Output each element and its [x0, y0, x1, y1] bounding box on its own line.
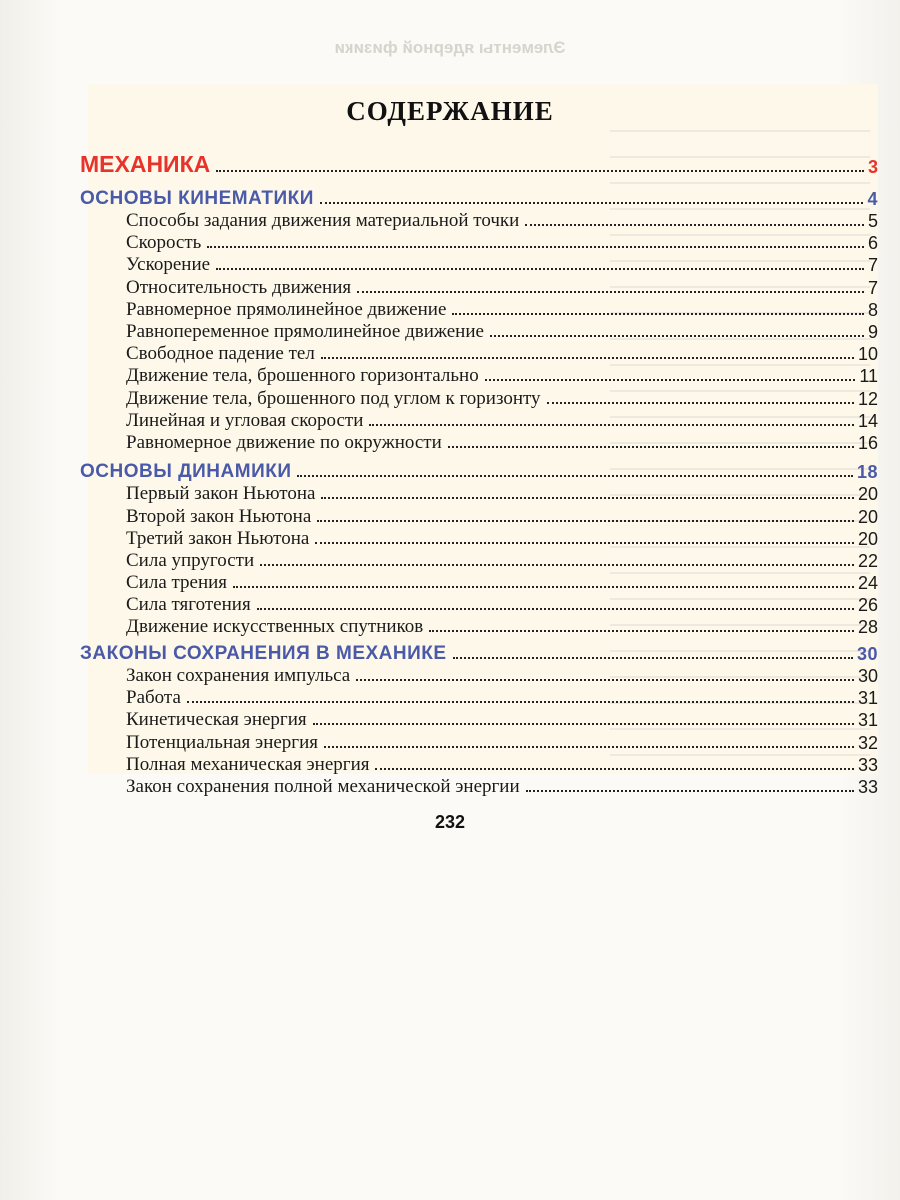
toc-entry-label: Равнопеременное прямолинейное движение: [126, 321, 484, 342]
toc-entry-sub: [126, 770, 878, 798]
toc-entry-label: Сила тяготения: [126, 594, 251, 615]
dot-leader: [216, 170, 864, 172]
toc-entry-page: 33: [857, 777, 878, 797]
dot-leader: [448, 446, 854, 448]
toc-entry-label: ЗАКОНЫ СОХРАНЕНИЯ В МЕХАНИКЕ: [80, 643, 447, 664]
toc-entry-label: Ускорение: [126, 254, 211, 275]
page-number: 232: [434, 812, 466, 832]
toc-entry-label: Относительность движения: [126, 277, 352, 298]
toc-entry-label: Движение тела, брошенного горизонтально: [126, 365, 479, 386]
toc-entry-page: 4: [867, 189, 878, 209]
dot-leader: [485, 379, 856, 381]
toc-entry-label: Сила упругости: [126, 550, 255, 571]
toc-entry-page: 14: [857, 411, 878, 431]
toc-entry-page: 31: [857, 688, 878, 708]
dot-leader: [216, 268, 864, 270]
toc-entry-label: Скорость: [126, 232, 202, 253]
toc-entry-page: 7: [867, 255, 878, 275]
toc-entry-label: Второй закон Ньютона: [126, 506, 312, 527]
toc-entry-label: ОСНОВЫ ДИНАМИКИ: [80, 461, 292, 482]
dot-leader: [321, 497, 854, 499]
toc-entry-label: Движение искусственных спутников: [126, 616, 424, 637]
toc-entry-page: 9: [867, 322, 878, 342]
toc-entry-page: 3: [867, 157, 878, 177]
toc-title: СОДЕРЖАНИЕ: [346, 96, 554, 126]
toc-entry-page: 24: [857, 573, 878, 593]
toc-entry-label: ОСНОВЫ КИНЕМАТИКИ: [80, 188, 314, 209]
toc-entry-label: Равномерное движение по окружности: [126, 432, 442, 453]
toc-entry-page: 8: [867, 300, 878, 320]
toc-entry-page: 20: [857, 507, 878, 527]
toc-entry-page: 7: [867, 278, 878, 298]
toc-entry-label: Работа: [126, 687, 181, 708]
toc-entry-sub: [126, 426, 878, 454]
toc-entry-label: Полная механическая энергия: [126, 754, 370, 775]
toc-entry-page: 30: [856, 644, 878, 664]
toc-entry-page: 33: [857, 755, 878, 775]
toc-entry-page: 11: [859, 366, 878, 386]
toc-entry-page: 5: [867, 211, 878, 231]
toc-entry-label: Линейная и угловая скорости: [126, 410, 364, 431]
toc-entry-page: 30: [857, 666, 878, 686]
dot-leader: [526, 790, 854, 792]
toc-entry-page: 20: [857, 484, 878, 504]
toc-entry-page: 6: [867, 233, 878, 253]
toc-entry-page: 10: [857, 344, 878, 364]
toc-entry-label: Кинетическая энергия: [126, 709, 307, 730]
toc-entry-page: 12: [857, 389, 878, 409]
toc-entry-label: Закон сохранения импульса: [126, 665, 351, 686]
toc-entry-page: 31: [857, 710, 878, 730]
toc-entry-label: Потенциальная энергия: [126, 732, 319, 753]
toc-entry-page: 28: [857, 617, 878, 637]
toc-entry-page: 22: [857, 551, 878, 571]
toc-entry-label: Способы задания движения материальной точки: [126, 210, 520, 231]
toc-entry-sub: [126, 610, 878, 638]
toc-entry-label: Закон сохранения полной механической энергии: [126, 776, 520, 797]
toc-entry-page: 18: [856, 462, 878, 482]
toc-entry-label: Третий закон Ньютона: [126, 528, 310, 549]
toc-entry-page: 32: [857, 733, 878, 753]
toc-entry-page: 26: [857, 595, 878, 615]
dot-leader: [429, 630, 854, 632]
toc-entry-label: Сила трения: [126, 572, 228, 593]
toc-entry-page: 16: [857, 433, 878, 453]
toc-entry-label: Равномерное прямолинейное движение: [126, 299, 447, 320]
toc-entry-label: МЕХАНИКА: [80, 151, 211, 177]
toc-entry-part: [80, 150, 878, 178]
toc-entry-label: Движение тела, брошенного под углом к горизонту: [126, 388, 541, 409]
toc-entry-label: Первый закон Ньютона: [126, 483, 316, 504]
toc-entry-page: 20: [857, 529, 878, 549]
toc-entry-label: Свободное падение тел: [126, 343, 315, 364]
bleed-through-header: Элементы ядерной физики: [334, 38, 566, 57]
dot-leader: [313, 723, 854, 725]
